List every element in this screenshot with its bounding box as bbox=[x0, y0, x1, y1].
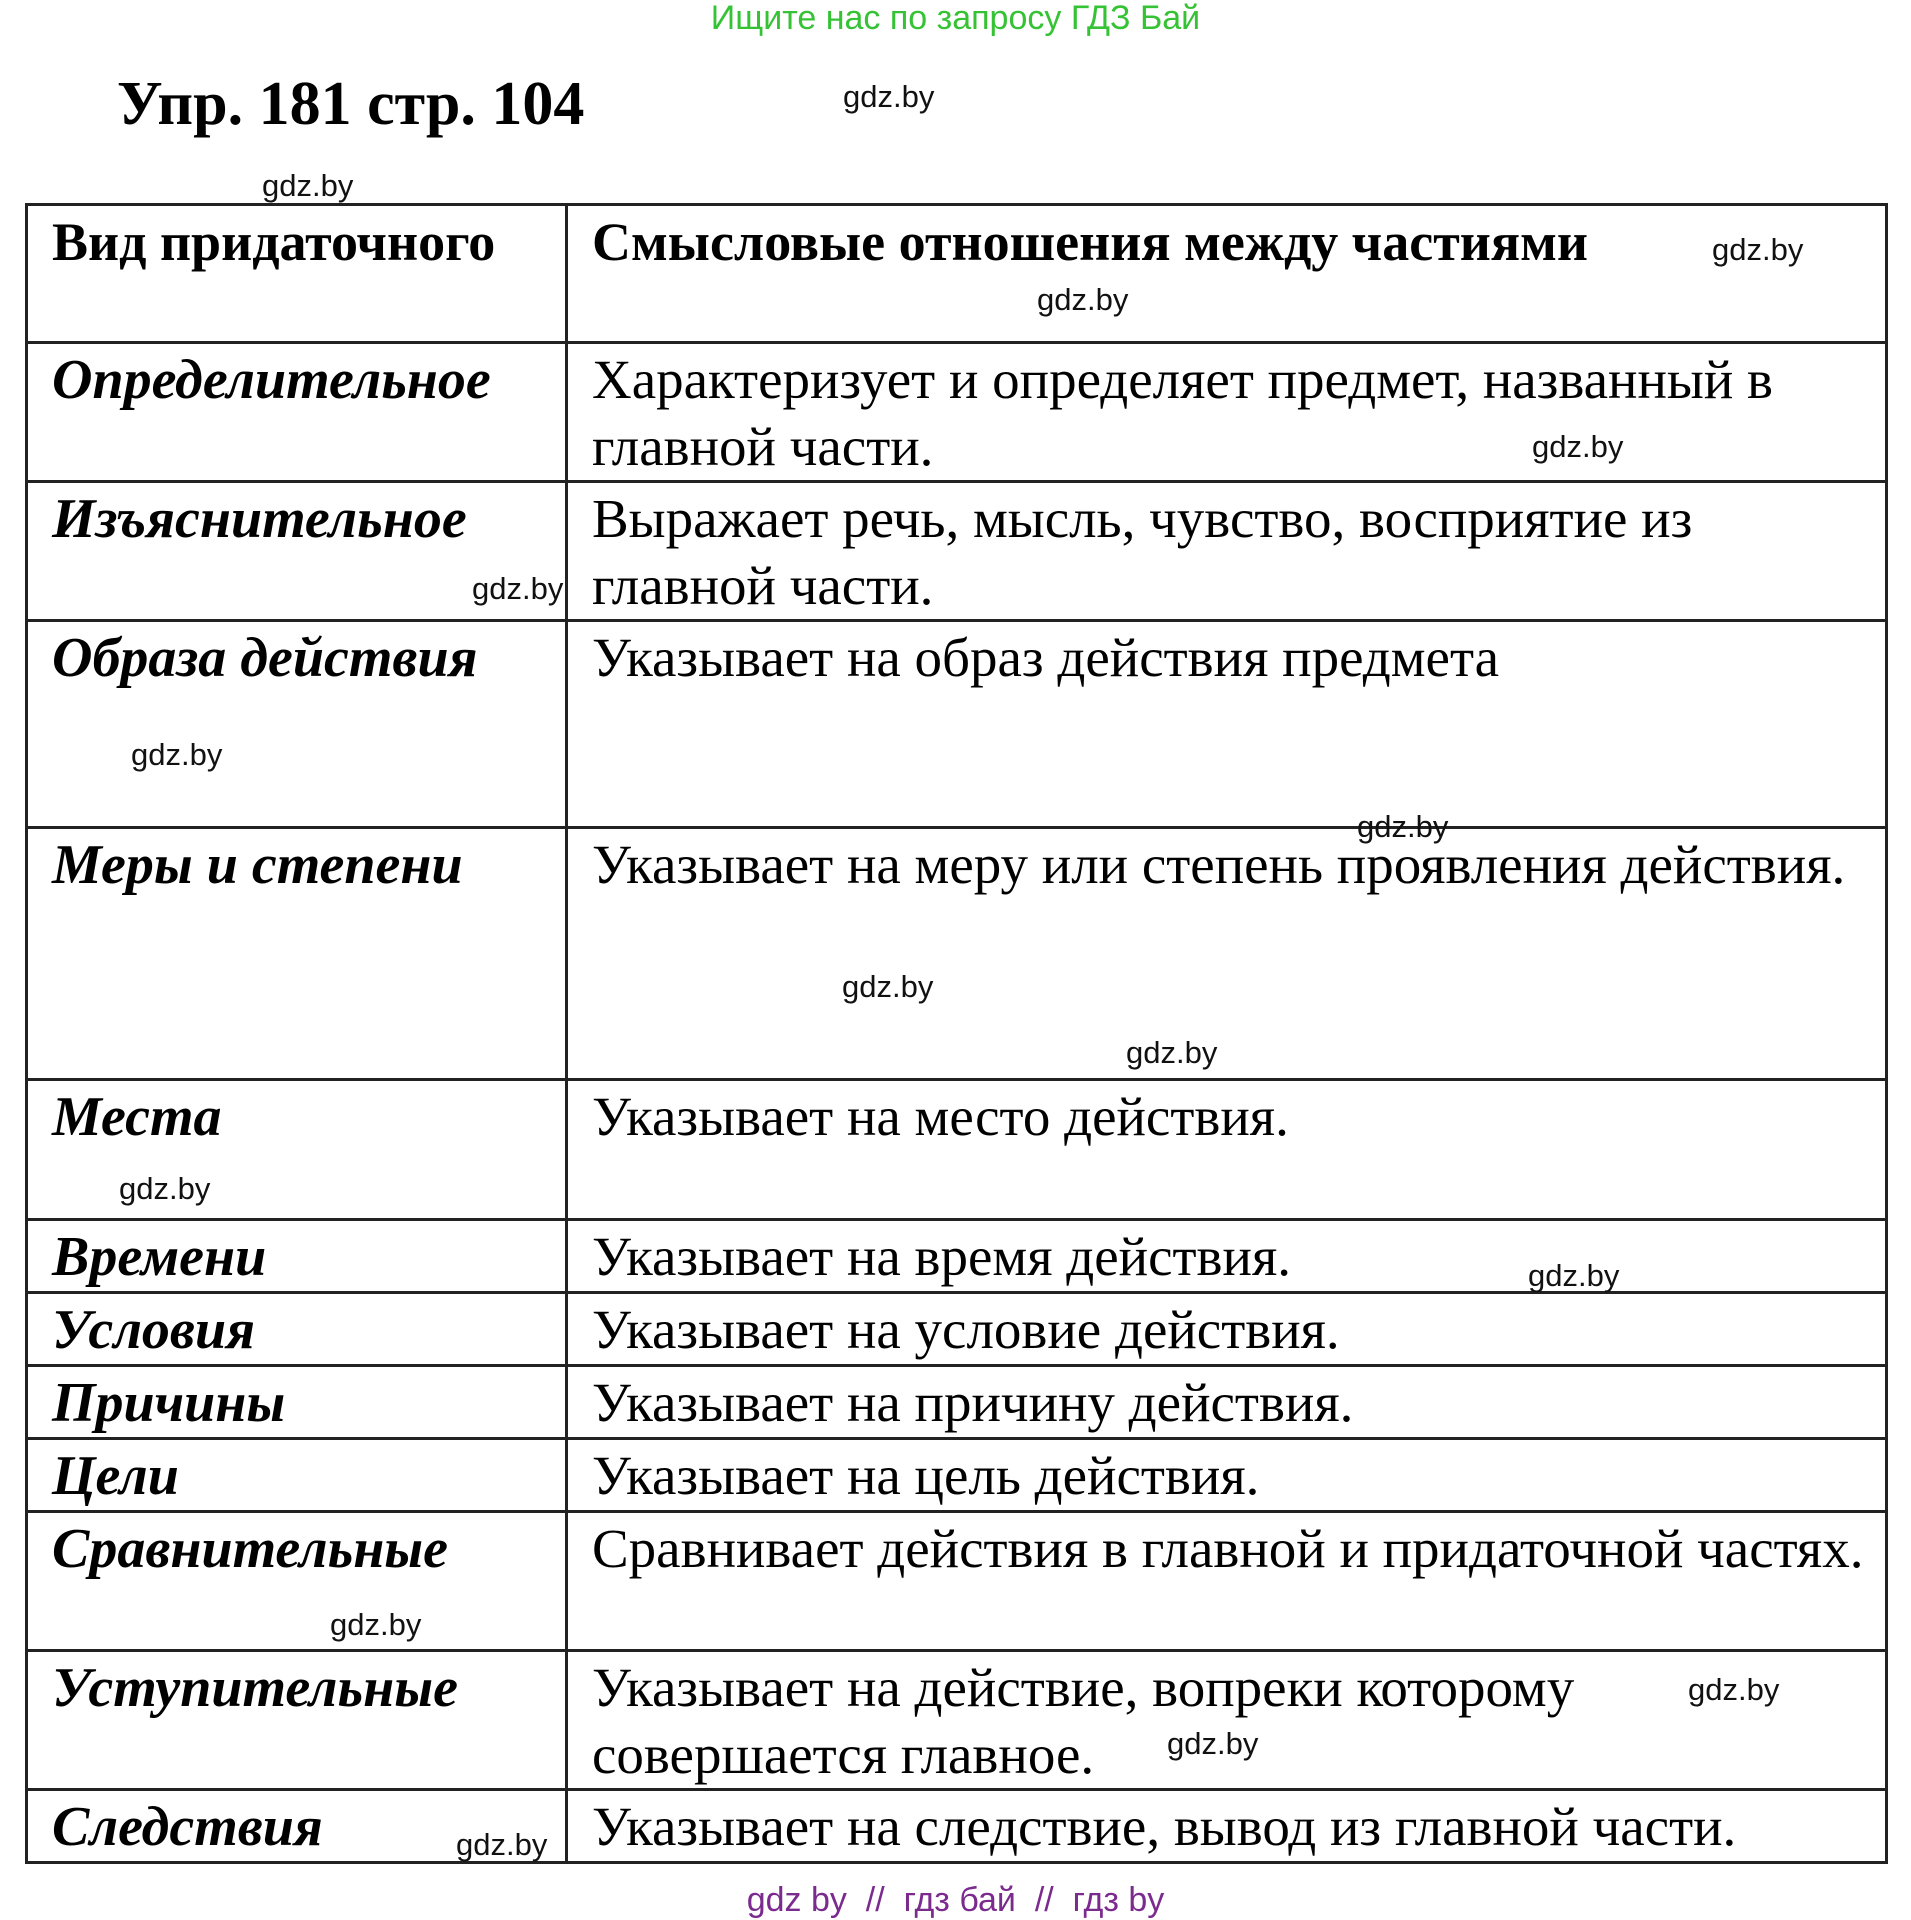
row-kind: Определительное bbox=[27, 343, 567, 482]
watermark: gdz.by bbox=[1167, 1726, 1259, 1761]
header-meaning: Смысловые отношения между частиями bbox=[567, 205, 1887, 343]
watermark: gdz.by bbox=[456, 1827, 548, 1862]
table-row bbox=[27, 1651, 1887, 1790]
row-meaning: Указывает на меру или степень проявления действия. bbox=[567, 828, 1887, 1080]
table-row bbox=[27, 1439, 1887, 1512]
table-row bbox=[27, 621, 1887, 828]
row-meaning: Указывает на место действия. bbox=[567, 1080, 1887, 1220]
row-kind: Изъяснительное bbox=[27, 482, 567, 621]
watermark: gdz.by bbox=[1532, 429, 1624, 464]
row-meaning: Выражает речь, мысль, чувство, восприятие из главной части. bbox=[567, 482, 1887, 621]
row-meaning: Указывает на образ действия предмета bbox=[567, 621, 1887, 828]
table-row bbox=[27, 828, 1887, 1080]
row-kind: Следствия bbox=[27, 1790, 567, 1863]
row-kind: Уступительные bbox=[27, 1651, 567, 1790]
row-kind: Образа действия bbox=[27, 621, 567, 828]
footer-links: gdz by // гдз бай // гдз by bbox=[746, 1881, 1165, 1919]
row-meaning: Сравнивает действия в главной и придаточной частях. bbox=[567, 1512, 1887, 1651]
watermark: gdz.by bbox=[1037, 282, 1129, 317]
row-kind: Места bbox=[27, 1080, 567, 1220]
row-kind: Времени bbox=[27, 1220, 567, 1293]
watermark: gdz.by bbox=[131, 737, 223, 772]
watermark: gdz.by bbox=[1357, 809, 1449, 844]
row-kind: Меры и степени bbox=[27, 828, 567, 1080]
watermark: gdz.by bbox=[472, 571, 564, 606]
row-meaning: Указывает на причину действия. bbox=[567, 1366, 1887, 1439]
watermark: gdz.by bbox=[1528, 1258, 1620, 1293]
watermark: gdz.by bbox=[1712, 232, 1804, 267]
header-kind: Вид придаточного bbox=[27, 205, 567, 343]
row-meaning: Указывает на время действия. bbox=[567, 1220, 1887, 1293]
row-meaning: Указывает на условие действия. bbox=[567, 1293, 1887, 1366]
watermark: gdz.by bbox=[1688, 1672, 1780, 1707]
page-title: Упр. 181 стр. 104 bbox=[117, 70, 585, 138]
table-row bbox=[27, 1080, 1887, 1220]
table-row bbox=[27, 1512, 1887, 1651]
watermark: gdz.by bbox=[262, 168, 354, 203]
row-kind: Цели bbox=[27, 1439, 567, 1512]
top-banner: Ищите нас по запросу ГДЗ Бай bbox=[710, 0, 1201, 37]
watermark: gdz.by bbox=[330, 1607, 422, 1642]
row-kind: Причины bbox=[27, 1366, 567, 1439]
table-row bbox=[27, 1293, 1887, 1366]
watermark: gdz.by bbox=[842, 969, 934, 1004]
watermark: gdz.by bbox=[843, 79, 935, 114]
row-meaning: Характеризует и определяет предмет, названный в главной части. bbox=[567, 343, 1887, 482]
table-row bbox=[27, 1790, 1887, 1863]
row-kind: Сравнительные bbox=[27, 1512, 567, 1651]
table-row bbox=[27, 482, 1887, 621]
table-header-row bbox=[27, 205, 1887, 343]
row-kind: Условия bbox=[27, 1293, 567, 1366]
row-meaning: Указывает на цель действия. bbox=[567, 1439, 1887, 1512]
watermark: gdz.by bbox=[119, 1171, 211, 1206]
row-meaning: Указывает на действие, вопреки которому совершается главное. bbox=[567, 1651, 1887, 1790]
table-row bbox=[27, 1366, 1887, 1439]
row-meaning: Указывает на следствие, вывод из главной части. bbox=[567, 1790, 1887, 1863]
watermark: gdz.by bbox=[1126, 1035, 1218, 1070]
